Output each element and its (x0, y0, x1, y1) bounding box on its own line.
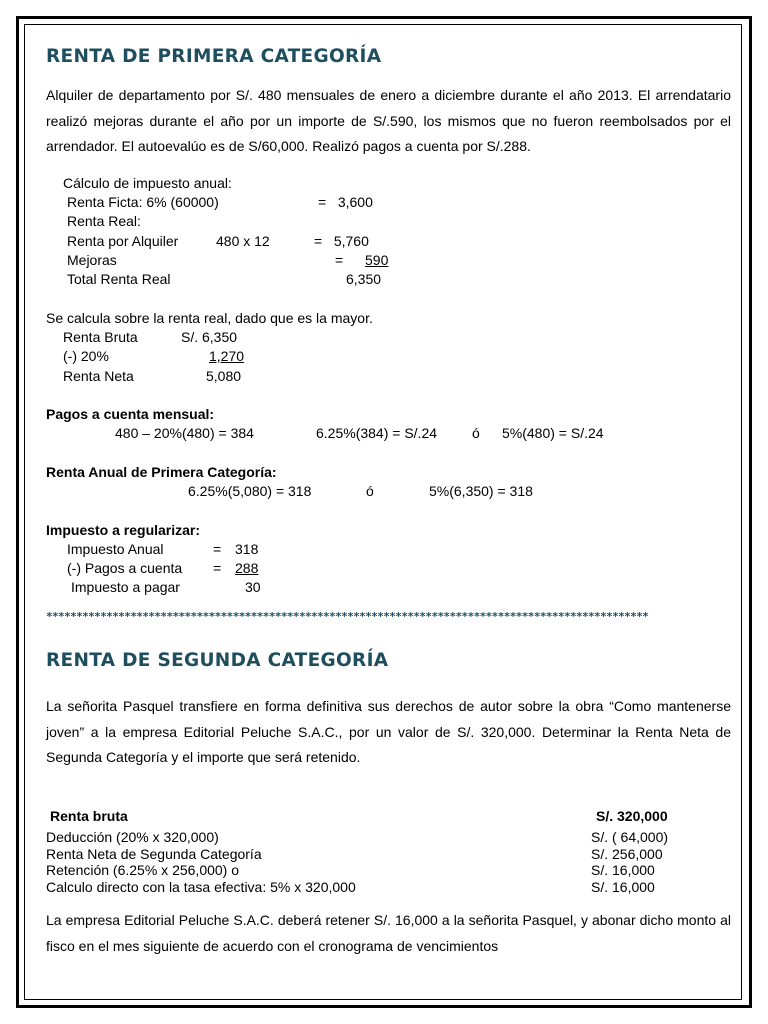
section-title-segunda: RENTA DE SEGUNDA CATEGORÍA (46, 650, 389, 671)
calculo-directo-row-value: S/. 16,000 (591, 879, 655, 895)
total-renta-real-value: 6,350 (346, 271, 382, 287)
pagos-cuenta-eq: = (213, 560, 222, 576)
retencion-row-label: Retención (6.25% x 256,000) o (46, 862, 240, 878)
renta-mayor-text: Se calcula sobre la renta real, dado que es la mayor. (46, 310, 373, 326)
renta-ficta-value: = 3,600 (318, 194, 373, 210)
pagos-cuenta-heading: Pagos a cuenta mensual: (46, 406, 215, 422)
renta-anual-formula-b: 5%(6,350) = 318 (429, 483, 533, 499)
mejoras-eq: = (335, 252, 344, 268)
calculo-directo-row-label: Calculo directo con la tasa efectiva: 5% x 320,000 (46, 879, 356, 895)
deduccion-value: 1,270 (209, 348, 245, 364)
retencion-row-value: S/. 16,000 (591, 862, 655, 878)
renta-ficta-label: Renta Ficta: 6% (60000) (67, 194, 219, 210)
impuesto-anual-eq: = (213, 541, 222, 557)
pagos-cuenta-value: 288 (235, 560, 259, 576)
pagos-o: ó (472, 425, 480, 441)
deduccion-label: (-) 20% (63, 348, 109, 364)
section-separator: **************************************************************************************************** (46, 610, 649, 623)
renta-neta-label: Renta Neta (63, 368, 134, 384)
mejoras-value: 590 (365, 252, 389, 268)
impuesto-pagar-label: Impuesto a pagar (71, 579, 180, 595)
renta-anual-heading: Renta Anual de Primera Categoría: (46, 464, 277, 480)
impuesto-anual-label: Impuesto Anual (67, 541, 164, 557)
renta-neta-value: 5,080 (206, 368, 242, 384)
deduccion-row-label: Deducción (20% x 320,000) (46, 829, 219, 845)
impuesto-pagar-value: 30 (245, 579, 261, 595)
mejoras-label: Mejoras (67, 252, 117, 268)
pagos-formula-a: 480 – 20%(480) = 384 (115, 425, 254, 441)
renta-neta-row-value: S/. 256,000 (591, 846, 663, 862)
renta-alquiler-value: = 5,760 (314, 233, 369, 249)
renta-bruta-value: S/. 6,350 (181, 329, 238, 345)
renta-real-label: Renta Real: (67, 213, 141, 229)
segunda-intro-paragraph: La señorita Pasquel transfiere en forma definitiva sus derechos de autor sobre la obra “Como mantenerse joven” a la empresa Editorial Peluche S.A.C., por un valor de S/. 320,000. Determinar la Renta Neta de Segunda Categoría y el importe que será retenido. (46, 698, 731, 765)
calc-heading: Cálculo de impuesto anual: (63, 175, 232, 191)
impuesto-regularizar-heading: Impuesto a regularizar: (46, 522, 201, 538)
section-title-primera: RENTA DE PRIMERA CATEGORÍA (46, 46, 382, 67)
pagos-formula-b: 6.25%(384) = S/.24 (316, 425, 438, 441)
impuesto-anual-value: 318 (235, 541, 259, 557)
deduccion-row-value: S/. ( 64,000) (591, 829, 669, 845)
renta-anual-formula-a: 6.25%(5,080) = 318 (188, 483, 312, 499)
pagos-formula-c: 5%(480) = S/.24 (502, 425, 604, 441)
renta-bruta-label: Renta Bruta (63, 329, 138, 345)
pagos-cuenta-label: (-) Pagos a cuenta (67, 560, 183, 576)
renta-bruta-row-value: S/. 320,000 (596, 808, 668, 824)
renta-alquiler-label: Renta por Alquiler (67, 233, 179, 249)
renta-anual-o: ó (366, 483, 374, 499)
primera-intro-paragraph: Alquiler de departamento por S/. 480 mensuales de enero a diciembre durante el año 2013. El arrendatario realizó mejoras durante el año por un importe de S/.590, los mismos que no fueron reembolsados por el arrendador. El autoevalúo es de S/60,000. Realizó pagos a cuenta por S/.288. (46, 87, 731, 154)
renta-neta-row-label: Renta Neta de Segunda Categoría (46, 846, 262, 862)
renta-bruta-row-label: Renta bruta (50, 808, 128, 824)
segunda-conclusion-paragraph: La empresa Editorial Peluche S.A.C. deberá retener S/. 16,000 a la señorita Pasquel, y abonar dicho monto al fisco en el mes siguiente de acuerdo con el cronograma de vencimientos (46, 912, 731, 954)
total-renta-real-label: Total Renta Real (67, 271, 171, 287)
renta-alquiler-formula: 480 x 12 (216, 233, 270, 249)
